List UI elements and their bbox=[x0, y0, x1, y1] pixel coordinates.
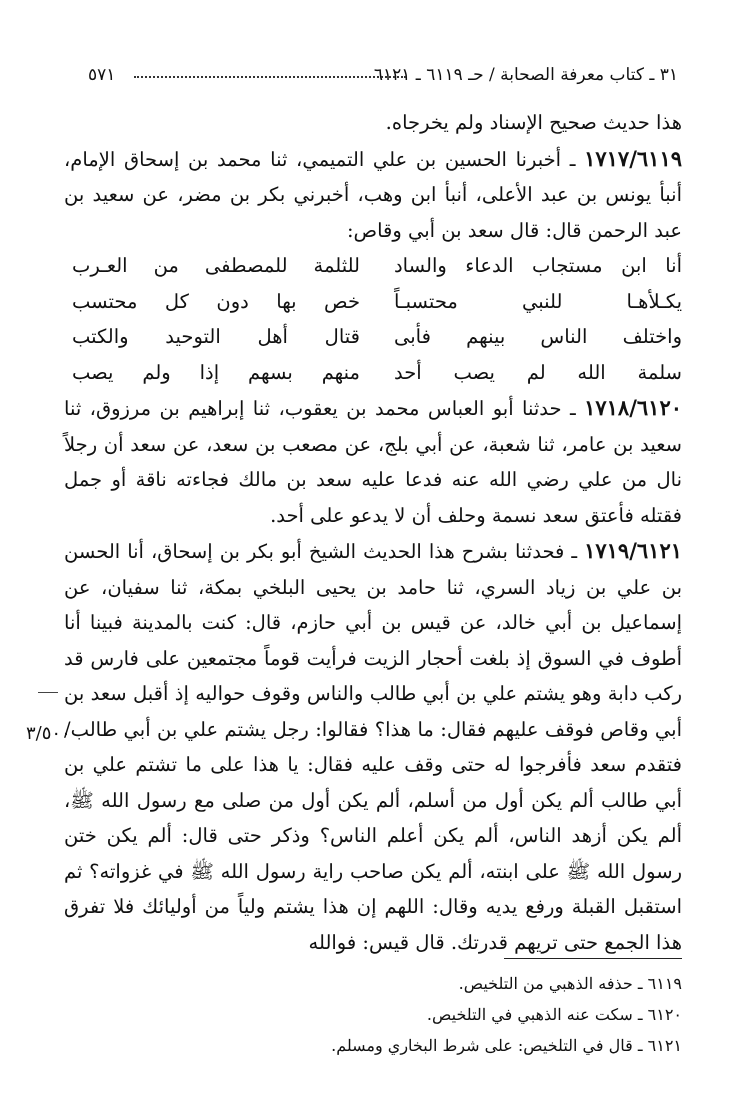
hadith-number-6121: ١٧١٩/٦١٢١ bbox=[584, 538, 682, 563]
poem-verse-3b: قتال أهل التوحيد والكتب bbox=[72, 325, 360, 348]
page-number: ٥٧١ bbox=[88, 65, 116, 85]
hadith-text-6121: ـ فحدثنا بشرح هذا الحديث الشيخ أبو بكر بن إسحاق، أنا الحسن بن علي بن زياد السري، ثنا حامد بن يحيى البلخي بمكة، ثنا سفيان، عن إسماعيل بن أبي خالد، عن قيس بن أبي حازم، قال: كنت بالمدينة فبينا أنا أطوف في السوق إذ بلغت أحجار الزيت فرأيت قوماً مجتمعين على فارس قد ركب دابة وهو يشتم علي بن أبي طالب والناس وقوف حواليه إذ أقبل سعد بن أبي وقاص فوقف عليهم فقال: ما هذا؟ فقالوا: رجل يشتم علي بن أبي طالب/ فتقدم سعد فأفرجوا له حتى وقف عليه فقال: يا هذا على ما تشتم علي بن أبي طالب ألم يكن أول من أسلم، ألم يكن أول من صلى مع رسول الله ﷺ، ألم يكن أزهد الناس، ألم يكن أعلم الناس؟ وذكر حتى قال: ألم يكن ختن رسول الله ﷺ على ابنته، ألم يكن صاحب راية رسول الله ﷺ في غزواته؟ ثم استقبل القبلة ورفع يديه وقال: اللهم إن هذا يشتم ولياً من أوليائك فلا تفرق هذا الجمع حتى تريهم قدرتك. قال قيس: فوالله bbox=[64, 540, 682, 954]
footnotes bbox=[200, 968, 682, 1061]
header-leader-dots bbox=[134, 76, 406, 78]
page-body bbox=[64, 105, 682, 960]
poem-verse-3a: واختلف الناس بينهم فأبى bbox=[394, 325, 682, 348]
margin-reference: ٣/٥٠٠ bbox=[26, 723, 71, 744]
poem-verse-1a: أنا ابن مستجاب الدعاء والساد bbox=[394, 254, 682, 277]
running-header bbox=[88, 60, 678, 90]
poem-verse-1b: للثلمة للمصطفى من العـرب bbox=[72, 254, 360, 277]
poem-verse-2b: خص بها دون كل محتسب bbox=[72, 289, 360, 313]
header-title: ٣١ ـ كتاب معرفة الصحابة / حـ ٦١١٩ ـ ٦١٢١ bbox=[373, 65, 678, 85]
poem bbox=[72, 248, 682, 390]
footnote-divider bbox=[504, 958, 682, 959]
hadith-text-6119: ـ أخبرنا الحسين بن علي التميمي، ثنا محمد بن إسحاق الإمام، أنبأ يونس بن عبد الأعلى، أنبأ ابن وهب، أخبرني بكر بن مضر، عن سعيد بن عبد الرحمن قال: قال سعد بن أبي وقاص: bbox=[64, 147, 682, 242]
footnote-6120: ٦١٢٠ ـ سكت عنه الذهبي في التلخيص. bbox=[426, 1005, 682, 1024]
footnote-6119: ٦١١٩ ـ حذفه الذهبي من التلخيص. bbox=[458, 974, 682, 993]
hadith-text-6120: ـ حدثنا أبو العباس محمد بن يعقوب، ثنا إبراهيم بن مرزوق، ثنا سعيد بن عامر، ثنا شعبة، عن أبي بلج، عن مصعب بن سعد، عن سعد أن رجلاً نال من علي رضي الله عنه فدعا عليه سعد بن مالك فجاءته ناقة أو جمل فقتله فأعتق سعد نسمة وحلف أن لا يدعو على أحد. bbox=[64, 397, 682, 527]
hadith-number-6119: ١٧١٧/٦١١٩ bbox=[584, 145, 682, 171]
hadith-6119 bbox=[64, 141, 682, 249]
poem-verse-4a: سلمة الله لم يصب أحد bbox=[394, 360, 682, 384]
poem-verse-4b: منهم بسهم إذا ولم يصب bbox=[72, 360, 360, 384]
hadith-number-6120: ١٧١٨/٦١٢٠ bbox=[584, 395, 682, 420]
hadith-6120 bbox=[64, 390, 682, 533]
poem-verse-2a: يكـلأهـا للنبي محتسبـاً bbox=[394, 289, 682, 313]
intro-line: هذا حديث صحيح الإسناد ولم يخرجاه. bbox=[385, 111, 682, 134]
margin-marker bbox=[38, 692, 58, 693]
hadith-6121 bbox=[64, 533, 682, 960]
footnote-6121: ٦١٢١ ـ قال في التلخيص: على شرط البخاري ومسلم. bbox=[331, 1036, 682, 1055]
